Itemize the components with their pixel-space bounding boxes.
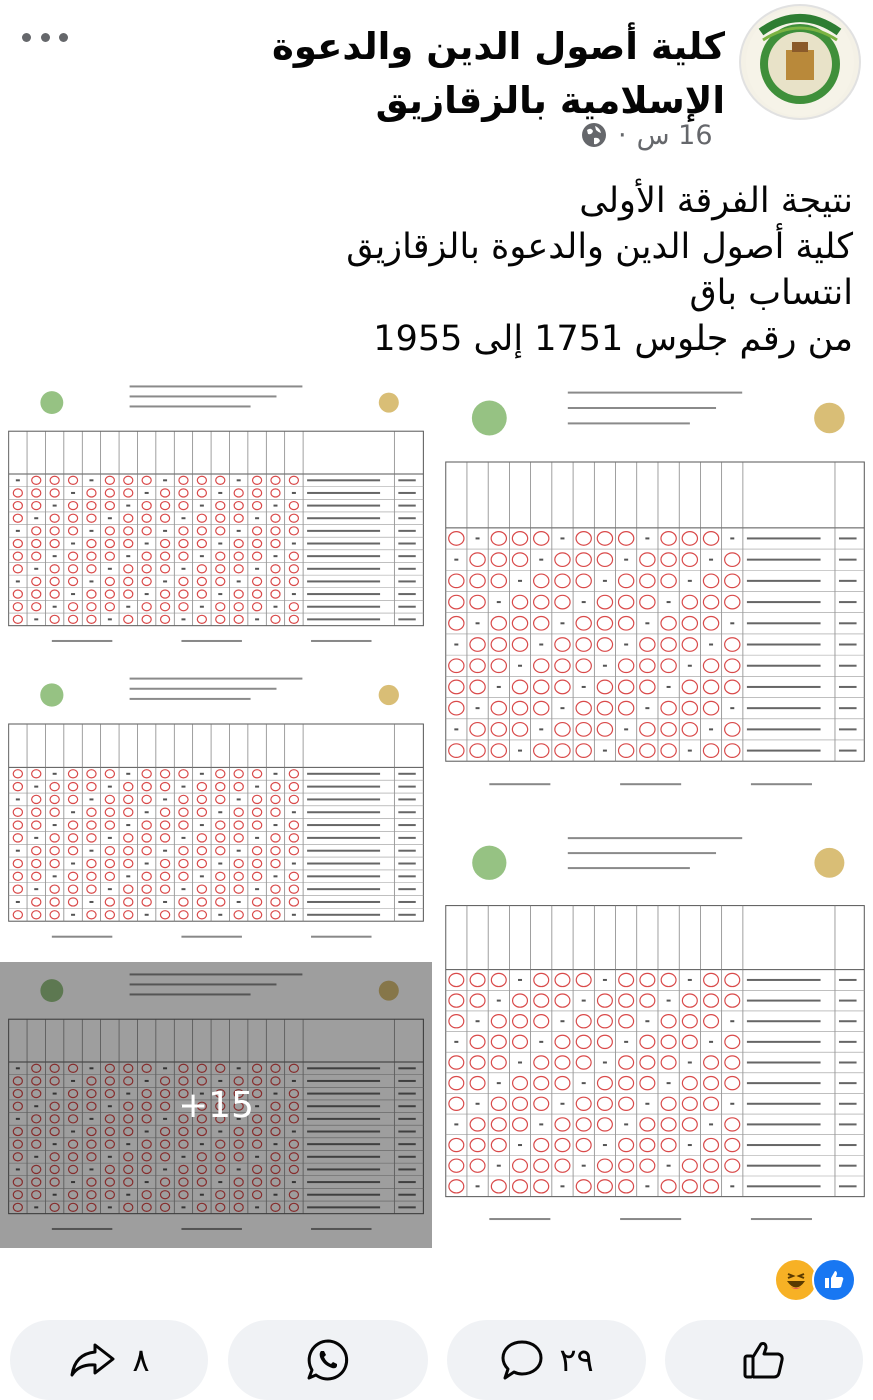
share-button[interactable] bbox=[10, 1320, 208, 1400]
more-photos-overlay[interactable]: +15 bbox=[0, 962, 432, 1248]
post-text bbox=[330, 178, 853, 362]
globe-icon bbox=[580, 121, 608, 149]
post-meta bbox=[580, 114, 730, 156]
reaction-summary[interactable] bbox=[774, 1258, 856, 1302]
comment-icon bbox=[499, 1338, 545, 1382]
post-time[interactable]: 16 س bbox=[636, 119, 713, 151]
post-text-line: كلية أصول الدين والدعوة بالزقازيق bbox=[346, 227, 853, 267]
like-button[interactable] bbox=[665, 1320, 863, 1400]
like-reaction-icon bbox=[812, 1258, 856, 1302]
share-count: ٨ bbox=[132, 1341, 150, 1379]
whatsapp-share-button[interactable] bbox=[228, 1320, 428, 1400]
result-sheet-photo-4[interactable] bbox=[437, 820, 873, 1248]
more-options-icon[interactable] bbox=[22, 22, 68, 52]
like-icon bbox=[741, 1338, 787, 1382]
post-text-line: انتساب باق bbox=[689, 273, 853, 313]
result-sheet-photo-5[interactable] bbox=[0, 962, 432, 1248]
page-name[interactable]: كلية أصول الدين والدعوة الإسلامية بالزقازيق bbox=[272, 25, 725, 122]
whatsapp-icon bbox=[305, 1337, 351, 1383]
share-icon bbox=[68, 1340, 118, 1380]
page-avatar[interactable] bbox=[739, 4, 861, 120]
meta-separator: · bbox=[618, 119, 627, 151]
result-sheet-photo-1[interactable] bbox=[0, 374, 432, 660]
result-sheet-photo-2[interactable] bbox=[437, 374, 873, 814]
comment-count: ٢٩ bbox=[559, 1341, 594, 1379]
post-text-line: نتيجة الفرقة الأولى bbox=[579, 181, 853, 221]
post-text-line: من رقم جلوس 1751 إلى 1955 bbox=[373, 319, 853, 359]
result-sheet-photo-3[interactable] bbox=[0, 666, 432, 956]
comment-button[interactable] bbox=[447, 1320, 646, 1400]
action-bar bbox=[0, 1320, 873, 1400]
